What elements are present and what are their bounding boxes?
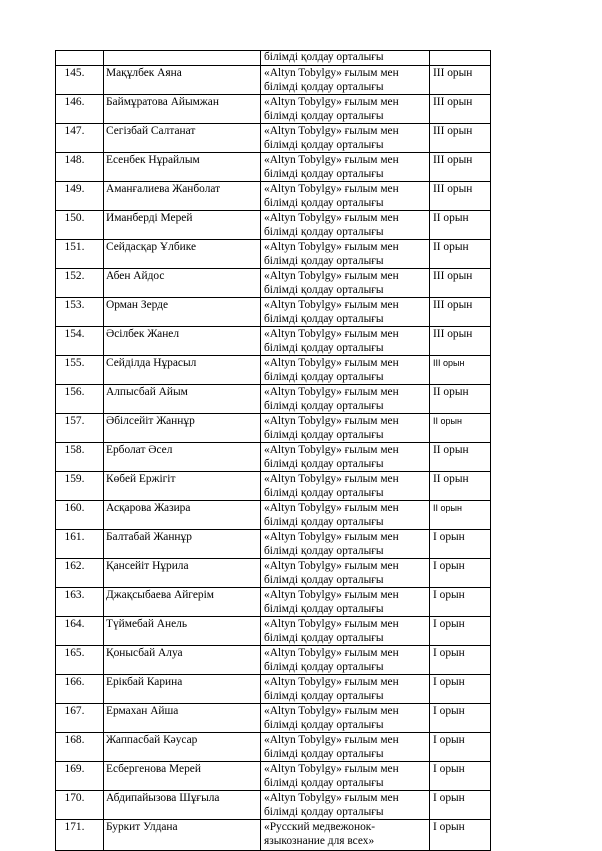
organization-line-1: «Altyn Tobylgy» ғылым мен [264, 299, 399, 311]
participant-name-cell [104, 51, 261, 66]
organization-line-2: білімді қолдау орталығы [264, 661, 384, 673]
place-cell: II орын [430, 472, 491, 501]
place-cell: I орын [430, 820, 491, 851]
organization-cell [261, 182, 430, 211]
organization-line-1: «Altyn Tobylgy» ғылым мен [264, 763, 399, 775]
table-row [56, 675, 491, 704]
organization-cell [261, 51, 430, 66]
organization-line-1: «Русский медвежонок- [264, 821, 376, 833]
participant-name-cell: Сейділда Нұрасыл [104, 356, 261, 385]
row-number-cell: 149. [56, 182, 104, 211]
organization-line-2: білімді қолдау орталығы [264, 603, 384, 615]
row-number-cell [56, 51, 104, 66]
organization-line-1: «Altyn Tobylgy» ғылым мен [264, 473, 399, 485]
row-number-cell: 160. [56, 501, 104, 530]
organization-cell [261, 240, 430, 269]
place-cell: III орын [430, 182, 491, 211]
participant-name-cell: Аманғалиева Жанболат [104, 182, 261, 211]
participant-name-cell: Баймұратова Айымжан [104, 95, 261, 124]
organization-line-1: «Altyn Tobylgy» ғылым мен [264, 241, 399, 253]
participant-name-cell: Қансейіт Нұрила [104, 559, 261, 588]
table-row [56, 762, 491, 791]
row-number-cell: 157. [56, 414, 104, 443]
organization-line-1: «Altyn Tobylgy» ғылым мен [264, 154, 399, 166]
organization-line-2: білімді қолдау орталығы [264, 748, 384, 760]
place-cell: I орын [430, 704, 491, 733]
organization-line-1: «Altyn Tobylgy» ғылым мен [264, 618, 399, 630]
place-cell: II орын [430, 385, 491, 414]
organization-line-2: білімді қолдау орталығы [264, 81, 384, 93]
place-cell: III орын [430, 66, 491, 95]
organization-line-1: «Altyn Tobylgy» ғылым мен [264, 531, 399, 543]
row-number-cell: 152. [56, 269, 104, 298]
organization-line-2: білімді қолдау орталығы [264, 371, 384, 383]
table-row [56, 356, 491, 385]
row-number-cell: 145. [56, 66, 104, 95]
table-row [56, 153, 491, 182]
table-row [56, 820, 491, 851]
organization-line-1: «Altyn Tobylgy» ғылым мен [264, 415, 399, 427]
organization-cell [261, 211, 430, 240]
table-row [56, 66, 491, 95]
row-number-cell: 153. [56, 298, 104, 327]
table-row [56, 182, 491, 211]
row-number-cell: 170. [56, 791, 104, 820]
place-cell [430, 51, 491, 66]
organization-line-2: білімді қолдау орталығы [264, 255, 384, 267]
table-row [56, 327, 491, 356]
row-number-cell: 155. [56, 356, 104, 385]
organization-line-1: «Altyn Tobylgy» ғылым мен [264, 212, 399, 224]
table-row [56, 501, 491, 530]
organization-line-1: «Altyn Tobylgy» ғылым мен [264, 328, 399, 340]
row-number-cell: 158. [56, 443, 104, 472]
place-cell: III орын [430, 327, 491, 356]
organization-line-2: білімді қолдау орталығы [264, 139, 384, 151]
organization-line-2: білімді қолдау орталығы [264, 313, 384, 325]
organization-line-2: языкознание для всех» [264, 835, 375, 847]
row-number-cell: 154. [56, 327, 104, 356]
row-number-cell: 148. [56, 153, 104, 182]
organization-line-1: «Altyn Tobylgy» ғылым мен [264, 125, 399, 137]
organization-line-1: «Altyn Tobylgy» ғылым мен [264, 386, 399, 398]
participant-name-cell: Көбей Ержігіт [104, 472, 261, 501]
place-cell: II орын [430, 414, 491, 443]
participant-name-cell: Есбергенова Мерей [104, 762, 261, 791]
row-number-cell: 162. [56, 559, 104, 588]
organization-cell [261, 385, 430, 414]
participant-name-cell: Мақұлбек Аяна [104, 66, 261, 95]
row-number-cell: 161. [56, 530, 104, 559]
organization-cell [261, 269, 430, 298]
table-row [56, 646, 491, 675]
organization-line-2: білімді қолдау орталығы [264, 226, 384, 238]
organization-cell [261, 95, 430, 124]
results-table-body [56, 51, 491, 851]
table-row [56, 530, 491, 559]
participant-name-cell: Ерболат Әсел [104, 443, 261, 472]
organization-line-1: «Altyn Tobylgy» ғылым мен [264, 734, 399, 746]
organization-cell [261, 588, 430, 617]
participant-name-cell: Ерікбай Карина [104, 675, 261, 704]
table-row [56, 211, 491, 240]
organization-cell [261, 530, 430, 559]
organization-line-2: білімді қолдау орталығы [264, 777, 384, 789]
table-row [56, 559, 491, 588]
participant-name-cell: Абен Айдос [104, 269, 261, 298]
organization-cell [261, 356, 430, 385]
row-number-cell: 150. [56, 211, 104, 240]
table-row [56, 733, 491, 762]
participant-name-cell: Қонысбай Алуа [104, 646, 261, 675]
organization-cell [261, 472, 430, 501]
place-cell: I орын [430, 588, 491, 617]
participant-name-cell: Жаппасбай Кәусар [104, 733, 261, 762]
row-number-cell: 165. [56, 646, 104, 675]
organization-cell [261, 791, 430, 820]
participant-name-cell: Есенбек Нұрайлым [104, 153, 261, 182]
organization-cell [261, 646, 430, 675]
organization-cell [261, 675, 430, 704]
place-cell: I орын [430, 559, 491, 588]
organization-line-2: білімді қолдау орталығы [264, 487, 384, 499]
organization-line-1: «Altyn Tobylgy» ғылым мен [264, 183, 399, 195]
place-cell: III орын [430, 298, 491, 327]
table-row [56, 443, 491, 472]
organization-line-2: білімді қолдау орталығы [264, 632, 384, 644]
participant-name-cell: Сейдасқар Ұлбике [104, 240, 261, 269]
organization-line-2: білімді қолдау орталығы [264, 806, 384, 818]
table-row [56, 617, 491, 646]
table-row [56, 414, 491, 443]
participant-name-cell: Балтабай Жаннұр [104, 530, 261, 559]
organization-line-1: «Altyn Tobylgy» ғылым мен [264, 502, 399, 514]
place-cell: I орын [430, 733, 491, 762]
organization-line-1: «Altyn Tobylgy» ғылым мен [264, 96, 399, 108]
organization-line-2: білімді қолдау орталығы [264, 574, 384, 586]
table-row [56, 791, 491, 820]
table-row [56, 298, 491, 327]
row-number-cell: 156. [56, 385, 104, 414]
row-number-cell: 164. [56, 617, 104, 646]
organization-cell [261, 414, 430, 443]
organization-cell [261, 559, 430, 588]
row-number-cell: 167. [56, 704, 104, 733]
organization-line-2: білімді қолдау орталығы [264, 110, 384, 122]
participant-name-cell: Ермахан Айша [104, 704, 261, 733]
organization-cell [261, 124, 430, 153]
place-cell: I орын [430, 675, 491, 704]
participant-name-cell: Түймебай Анель [104, 617, 261, 646]
row-number-cell: 151. [56, 240, 104, 269]
place-cell: II орын [430, 211, 491, 240]
row-number-cell: 166. [56, 675, 104, 704]
row-number-cell: 163. [56, 588, 104, 617]
participant-name-cell: Джақсыбаева Айгерім [104, 588, 261, 617]
place-cell: II орын [430, 501, 491, 530]
participant-name-cell: Абдипайызова Шұғыла [104, 791, 261, 820]
organization-cell [261, 762, 430, 791]
organization-cell [261, 153, 430, 182]
organization-line-1: «Altyn Tobylgy» ғылым мен [264, 444, 399, 456]
participant-name-cell: Орман Зерде [104, 298, 261, 327]
organization-line-1: «Altyn Tobylgy» ғылым мен [264, 705, 399, 717]
organization-line-1: «Altyn Tobylgy» ғылым мен [264, 357, 399, 369]
organization-line-2: білімді қолдау орталығы [264, 458, 384, 470]
organization-cell [261, 327, 430, 356]
place-cell: III орын [430, 269, 491, 298]
organization-line-2: білімді қолдау орталығы [264, 51, 384, 63]
organization-cell [261, 733, 430, 762]
table-row [56, 704, 491, 733]
table-row [56, 269, 491, 298]
organization-line-2: білімді қолдау орталығы [264, 400, 384, 412]
row-number-cell: 146. [56, 95, 104, 124]
place-cell: I орын [430, 762, 491, 791]
organization-cell [261, 298, 430, 327]
row-number-cell: 171. [56, 820, 104, 851]
place-cell: III орын [430, 153, 491, 182]
place-cell: II орын [430, 240, 491, 269]
participant-name-cell: Әсілбек Жанел [104, 327, 261, 356]
table-row-continued [56, 51, 491, 66]
row-number-cell: 159. [56, 472, 104, 501]
table-row [56, 588, 491, 617]
place-cell: II орын [430, 443, 491, 472]
organization-line-2: білімді қолдау орталығы [264, 168, 384, 180]
organization-line-2: білімді қолдау орталығы [264, 429, 384, 441]
organization-line-2: білімді қолдау орталығы [264, 284, 384, 296]
place-cell: I орын [430, 617, 491, 646]
organization-line-1: «Altyn Tobylgy» ғылым мен [264, 270, 399, 282]
organization-line-2: білімді қолдау орталығы [264, 197, 384, 209]
participant-name-cell: Иманберді Мерей [104, 211, 261, 240]
participant-name-cell: Буркит Улдана [104, 820, 261, 851]
row-number-cell: 169. [56, 762, 104, 791]
row-number-cell: 168. [56, 733, 104, 762]
participant-name-cell: Сегізбай Салтанат [104, 124, 261, 153]
organization-cell [261, 501, 430, 530]
organization-line-1: «Altyn Tobylgy» ғылым мен [264, 560, 399, 572]
organization-cell [261, 443, 430, 472]
place-cell: III орын [430, 356, 491, 385]
organization-line-1: «Altyn Tobylgy» ғылым мен [264, 647, 399, 659]
results-table [55, 50, 491, 851]
organization-line-2: білімді қолдау орталығы [264, 516, 384, 528]
organization-line-1: «Altyn Tobylgy» ғылым мен [264, 67, 399, 79]
organization-line-2: білімді қолдау орталығы [264, 342, 384, 354]
table-row [56, 240, 491, 269]
place-cell: I орын [430, 530, 491, 559]
organization-cell [261, 820, 430, 851]
organization-cell [261, 617, 430, 646]
table-row [56, 95, 491, 124]
participant-name-cell: Әбілсейіт Жаннұр [104, 414, 261, 443]
row-number-cell: 147. [56, 124, 104, 153]
participant-name-cell: Алпысбай Айым [104, 385, 261, 414]
organization-line-2: білімді қолдау орталығы [264, 719, 384, 731]
table-row [56, 472, 491, 501]
table-row [56, 385, 491, 414]
place-cell: I орын [430, 791, 491, 820]
table-row [56, 124, 491, 153]
place-cell: III орын [430, 124, 491, 153]
organization-line-1: «Altyn Tobylgy» ғылым мен [264, 676, 399, 688]
organization-line-2: білімді қолдау орталығы [264, 545, 384, 557]
organization-line-1: «Altyn Tobylgy» ғылым мен [264, 792, 399, 804]
organization-cell [261, 66, 430, 95]
place-cell: III орын [430, 95, 491, 124]
organization-line-2: білімді қолдау орталығы [264, 690, 384, 702]
participant-name-cell: Асқарова Жазира [104, 501, 261, 530]
place-cell: I орын [430, 646, 491, 675]
organization-line-1: «Altyn Tobylgy» ғылым мен [264, 589, 399, 601]
organization-cell [261, 704, 430, 733]
